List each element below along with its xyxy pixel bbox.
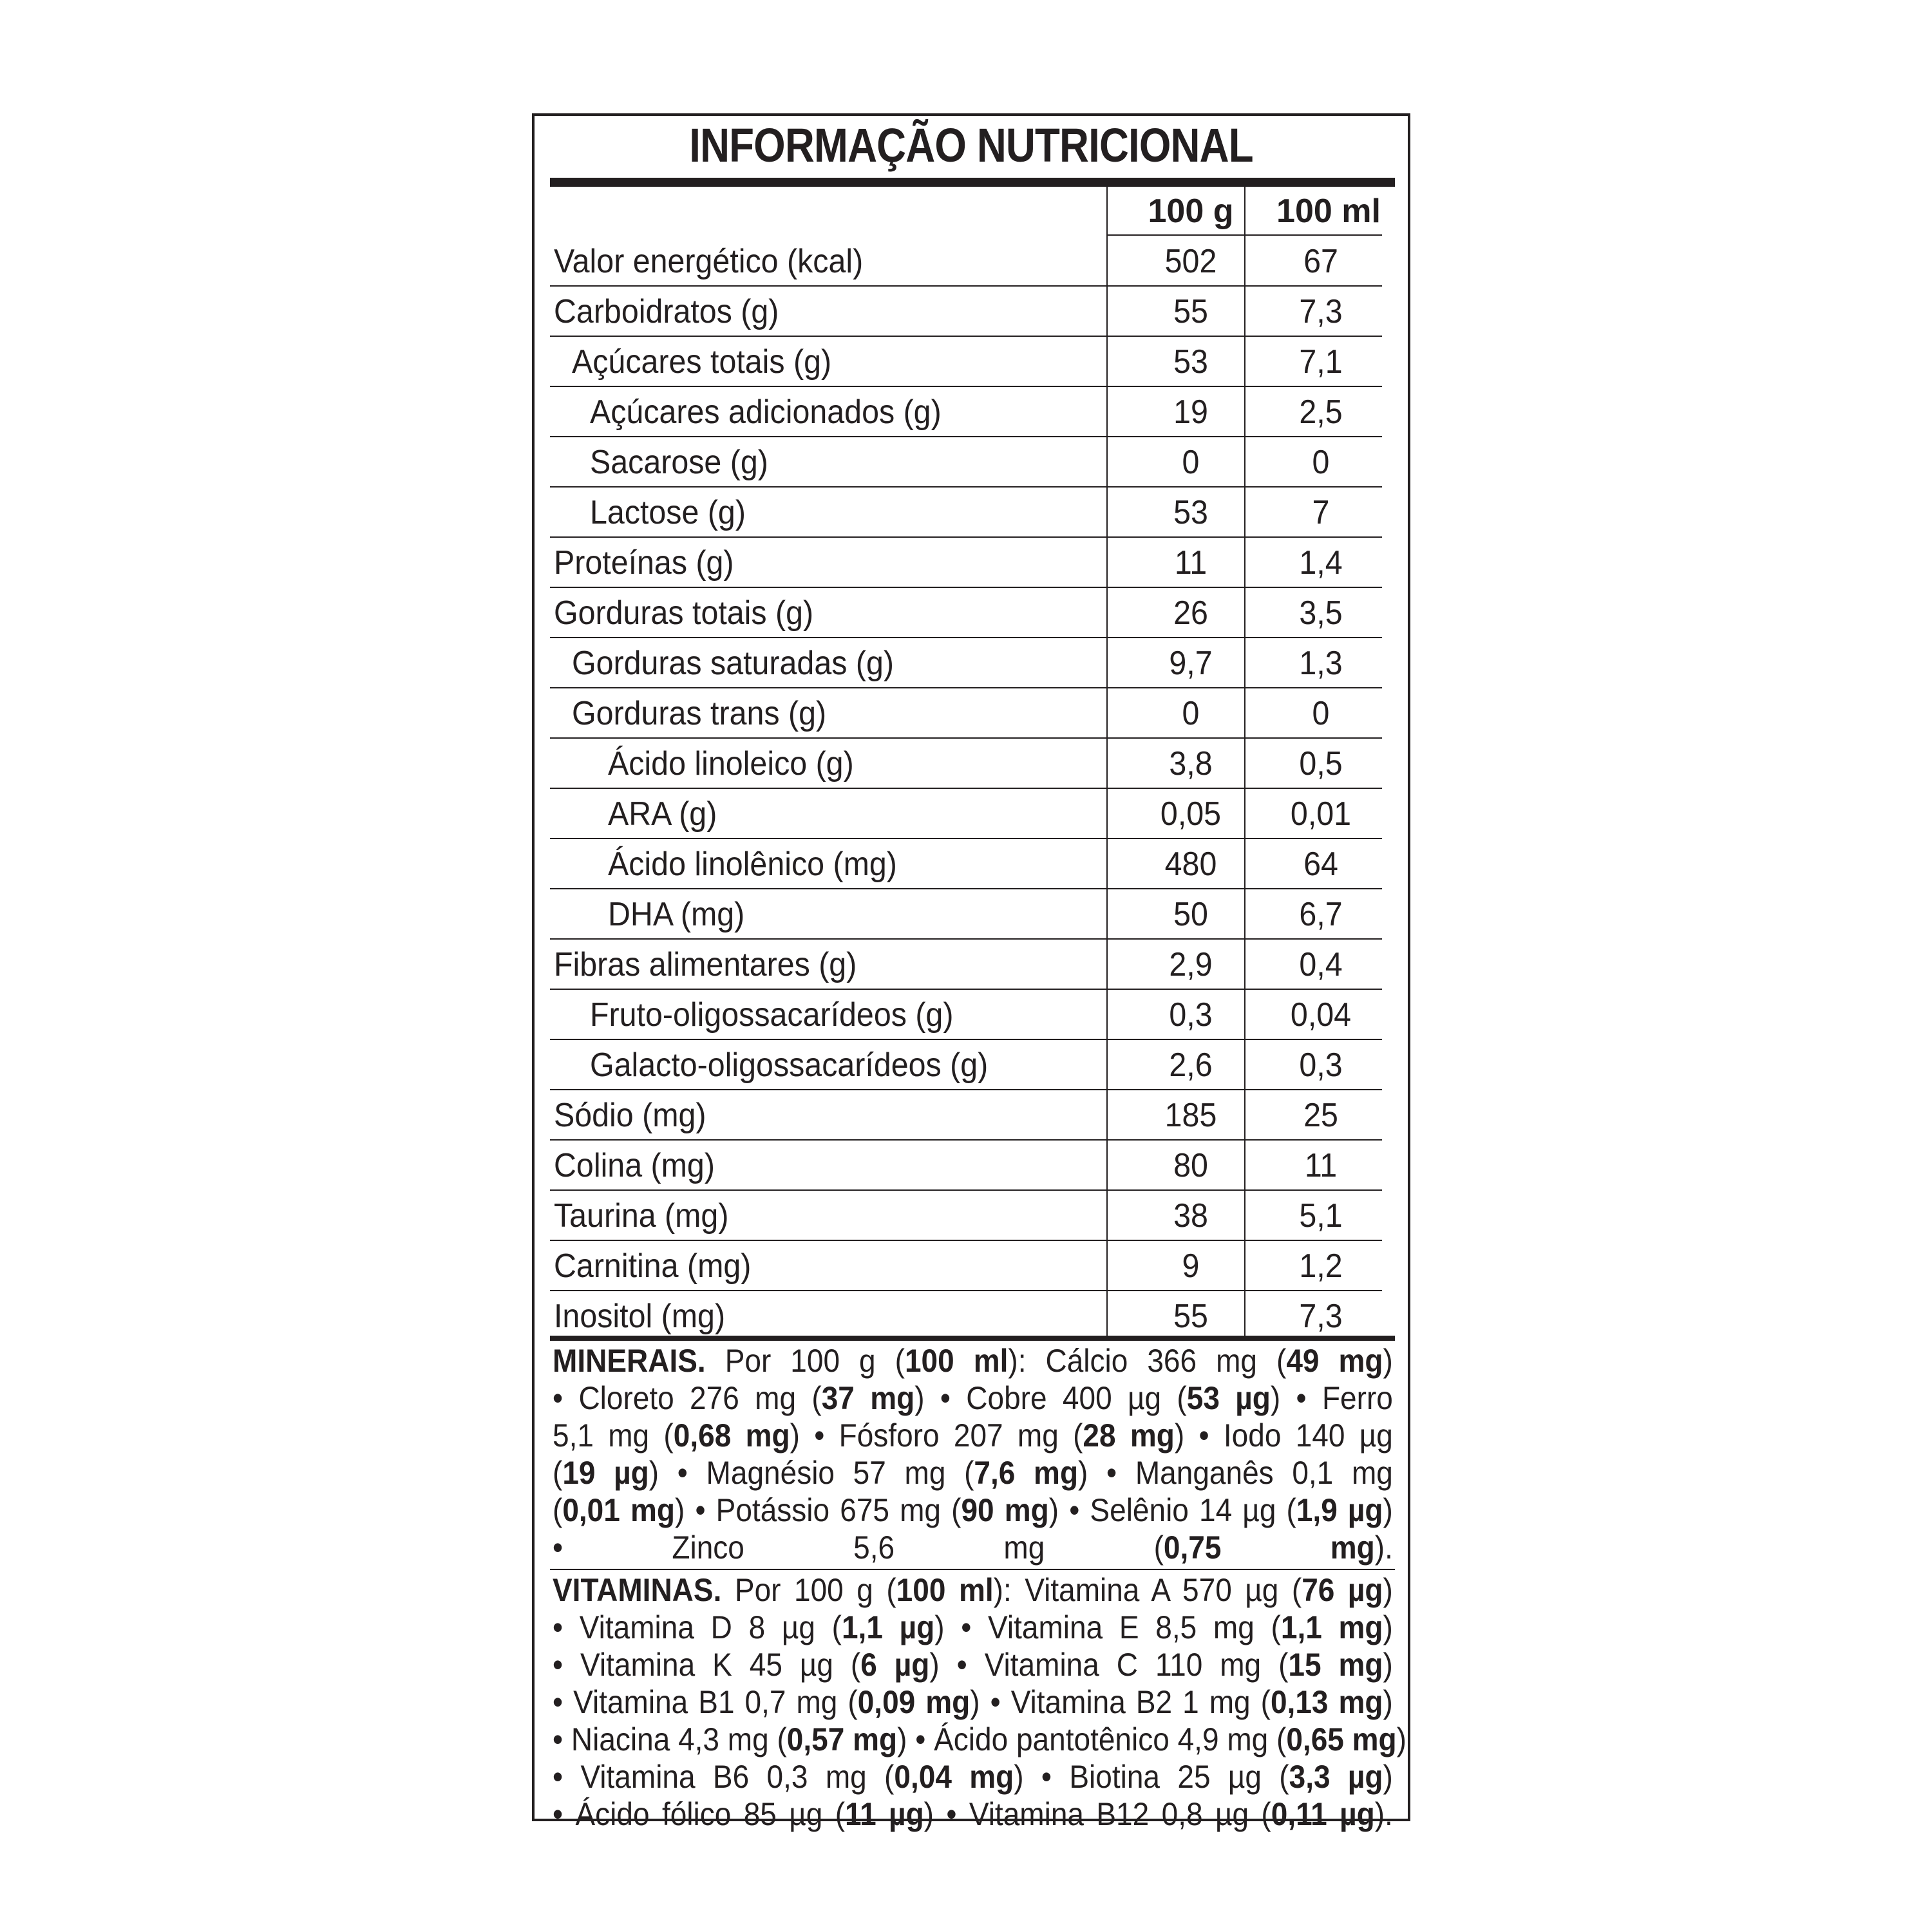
value-100g: 0,05 bbox=[1160, 795, 1222, 833]
table-bottom-rule bbox=[550, 1336, 1395, 1341]
text-segment: • Vitamina B6 0,3 mg ( bbox=[553, 1759, 895, 1795]
bold-value: 0,13 mg bbox=[1270, 1684, 1383, 1720]
text-segment: ) bbox=[1396, 1721, 1406, 1757]
text-segment: ) • Vitamina C 110 mg ( bbox=[929, 1647, 1289, 1683]
vitamins-line bbox=[553, 1721, 1406, 1758]
value-100g: 55 bbox=[1173, 1298, 1208, 1335]
nutrient-name: DHA (mg) bbox=[608, 896, 745, 933]
value-100ml: 6,7 bbox=[1299, 896, 1343, 933]
title-rule bbox=[550, 178, 1395, 187]
value-100ml: 64 bbox=[1303, 846, 1338, 883]
text-segment: ) • Manganês 0,1 mg bbox=[1078, 1455, 1393, 1491]
bold-value: 37 mg bbox=[821, 1380, 915, 1416]
table-row bbox=[550, 587, 1382, 638]
bold-value: 0,04 mg bbox=[894, 1759, 1014, 1795]
nutrient-name: Fibras alimentares (g) bbox=[554, 946, 857, 983]
table-row bbox=[550, 838, 1382, 889]
value-100ml: 0 bbox=[1312, 695, 1330, 732]
bold-value: 0,68 mg bbox=[673, 1417, 790, 1454]
value-100g: 480 bbox=[1164, 846, 1217, 883]
text-segment: ) • Selênio 14 µg ( bbox=[1048, 1492, 1296, 1528]
value-100g: 3,8 bbox=[1169, 745, 1213, 782]
bold-value: 90 mg bbox=[961, 1492, 1049, 1528]
bold-value: VITAMINAS. bbox=[553, 1572, 722, 1608]
table-row bbox=[550, 939, 1382, 989]
table-row bbox=[550, 236, 1382, 286]
vitamins-line bbox=[553, 1795, 1393, 1833]
text-segment: • Vitamina D 8 µg ( bbox=[553, 1609, 842, 1645]
value-100ml: 0,3 bbox=[1299, 1046, 1343, 1084]
vitamins-line bbox=[553, 1758, 1393, 1795]
nutrient-name: Gorduras totais (g) bbox=[554, 594, 814, 632]
text-segment: ): Cálcio 366 mg ( bbox=[1008, 1343, 1287, 1379]
text-segment: ( bbox=[553, 1492, 563, 1528]
minerals-line bbox=[553, 1529, 1393, 1566]
table-row bbox=[550, 386, 1382, 437]
table-row bbox=[550, 336, 1382, 386]
nutrient-name: Gorduras trans (g) bbox=[572, 695, 827, 732]
text-segment: ) • Vitamina B2 1 mg ( bbox=[970, 1684, 1271, 1720]
table-row bbox=[550, 788, 1382, 838]
nutrient-name: Inositol (mg) bbox=[554, 1298, 726, 1335]
value-100g: 38 bbox=[1173, 1197, 1208, 1235]
value-100ml: 7,3 bbox=[1299, 293, 1343, 330]
table-row bbox=[550, 286, 1382, 336]
nutrient-name: Gorduras saturadas (g) bbox=[572, 645, 894, 682]
text-segment: ) • Ferro bbox=[1270, 1380, 1393, 1416]
minerals-line bbox=[553, 1492, 1393, 1529]
value-100g: 53 bbox=[1173, 343, 1208, 381]
vitamins-paragraph bbox=[553, 1571, 1406, 1833]
vitamins-line bbox=[553, 1646, 1393, 1683]
bold-value: 7,6 mg bbox=[974, 1455, 1079, 1491]
nutrient-name: Açúcares adicionados (g) bbox=[590, 393, 942, 431]
nutrient-name: Ácido linolênico (mg) bbox=[608, 846, 897, 883]
value-100ml: 2,5 bbox=[1299, 393, 1343, 431]
value-100g: 502 bbox=[1164, 243, 1217, 280]
text-segment: ) bbox=[1383, 1572, 1393, 1608]
value-100ml: 3,5 bbox=[1299, 594, 1343, 632]
column-divider bbox=[1106, 187, 1108, 1336]
text-segment: ) bbox=[1383, 1343, 1393, 1379]
nutrient-name: Carboidratos (g) bbox=[554, 293, 779, 330]
value-100ml: 0 bbox=[1312, 444, 1330, 481]
value-100ml: 1,4 bbox=[1299, 544, 1343, 582]
nutrition-label bbox=[532, 113, 1410, 1832]
bold-value: 100 ml bbox=[896, 1572, 994, 1608]
nutrient-name: Proteínas (g) bbox=[554, 544, 734, 582]
vitamins-line bbox=[553, 1571, 1393, 1609]
text-segment: 5,1 mg ( bbox=[553, 1417, 674, 1454]
value-100ml: 11 bbox=[1304, 1147, 1338, 1184]
table-row bbox=[550, 1240, 1382, 1291]
bold-value: 1,1 mg bbox=[1280, 1609, 1383, 1645]
nutrient-name: Sódio (mg) bbox=[554, 1097, 706, 1134]
value-100ml: 7,1 bbox=[1299, 343, 1343, 381]
bold-value: 19 µg bbox=[562, 1455, 649, 1491]
table-row bbox=[550, 638, 1382, 688]
label-title: INFORMAÇÃO NUTRICIONAL bbox=[689, 118, 1253, 172]
nutrient-name: Sacarose (g) bbox=[590, 444, 768, 481]
nutrient-name: Ácido linoleico (g) bbox=[608, 745, 854, 782]
text-segment: ) • Potássio 675 mg ( bbox=[674, 1492, 961, 1528]
text-segment: • Vitamina B1 0,7 mg ( bbox=[553, 1684, 858, 1720]
vitamins-line bbox=[553, 1609, 1393, 1646]
value-100g: 9 bbox=[1182, 1247, 1200, 1285]
value-100ml: 0,04 bbox=[1290, 996, 1352, 1034]
table-row bbox=[550, 437, 1382, 487]
text-segment: ) • Ácido pantotênico 4,9 mg ( bbox=[897, 1721, 1287, 1757]
text-segment: ) • Biotina 25 µg ( bbox=[1014, 1759, 1289, 1795]
value-100g: 11 bbox=[1174, 544, 1208, 582]
text-segment: ) bbox=[1383, 1609, 1393, 1645]
table-row bbox=[550, 1291, 1382, 1341]
table-row bbox=[550, 989, 1382, 1039]
section-divider bbox=[550, 1569, 1395, 1570]
value-100g: 80 bbox=[1173, 1147, 1208, 1184]
nutrient-name: Valor energético (kcal) bbox=[554, 243, 864, 280]
value-100g: 0 bbox=[1182, 444, 1200, 481]
value-100ml: 25 bbox=[1303, 1097, 1338, 1134]
value-100ml: 5,1 bbox=[1299, 1197, 1343, 1235]
column-header-100ml: 100 ml bbox=[1276, 193, 1381, 230]
text-segment: ) bbox=[1383, 1647, 1393, 1683]
nutrient-name: Colina (mg) bbox=[554, 1147, 715, 1184]
column-header-100g: 100 g bbox=[1148, 193, 1234, 230]
table-row bbox=[550, 889, 1382, 939]
minerals-line bbox=[553, 1379, 1393, 1417]
text-segment: ). bbox=[1374, 1796, 1393, 1832]
text-segment: ): Vitamina A 570 µg ( bbox=[993, 1572, 1302, 1608]
bold-value: 15 mg bbox=[1288, 1647, 1383, 1683]
text-segment: ) • Cobre 400 µg ( bbox=[914, 1380, 1187, 1416]
nutrient-name: Carnitina (mg) bbox=[554, 1247, 752, 1285]
table-header bbox=[550, 187, 1395, 236]
text-segment: ) bbox=[1383, 1492, 1393, 1528]
text-segment: ) • Magnésio 57 mg ( bbox=[649, 1455, 974, 1491]
vitamins-line bbox=[553, 1683, 1393, 1721]
value-100ml: 7 bbox=[1312, 494, 1330, 531]
bold-value: 0,01 mg bbox=[562, 1492, 675, 1528]
bold-value: 0,65 mg bbox=[1286, 1721, 1397, 1757]
value-100g: 2,6 bbox=[1169, 1046, 1213, 1084]
table-row bbox=[550, 1190, 1382, 1240]
minerals-line bbox=[553, 1454, 1393, 1492]
text-segment: • Niacina 4,3 mg ( bbox=[553, 1721, 787, 1757]
value-100g: 55 bbox=[1173, 293, 1208, 330]
value-100g: 26 bbox=[1173, 594, 1208, 632]
bold-value: 53 µg bbox=[1186, 1380, 1271, 1416]
text-segment: ) bbox=[1383, 1759, 1393, 1795]
nutrient-name: ARA (g) bbox=[608, 795, 717, 833]
bold-value: 28 mg bbox=[1083, 1417, 1175, 1454]
table-row bbox=[550, 487, 1382, 537]
table-row bbox=[550, 537, 1382, 587]
value-100g: 2,9 bbox=[1169, 946, 1213, 983]
minerals-line bbox=[553, 1342, 1393, 1379]
table-row bbox=[550, 1140, 1382, 1190]
text-segment: ) bbox=[1383, 1684, 1393, 1720]
bold-value: 11 µg bbox=[845, 1796, 924, 1832]
value-100ml: 1,2 bbox=[1299, 1247, 1343, 1285]
column-divider bbox=[1244, 187, 1245, 1336]
bold-value: 0,57 mg bbox=[786, 1721, 898, 1757]
value-100g: 9,7 bbox=[1169, 645, 1213, 682]
text-segment: • Vitamina K 45 µg ( bbox=[553, 1647, 861, 1683]
text-segment: • Zinco 5,6 mg ( bbox=[553, 1530, 1164, 1566]
minerals-line bbox=[553, 1417, 1393, 1454]
value-100g: 50 bbox=[1173, 896, 1208, 933]
nutrient-name: Taurina (mg) bbox=[554, 1197, 729, 1235]
bold-value: MINERAIS. bbox=[553, 1343, 706, 1379]
text-segment: ) • Fósforo 207 mg ( bbox=[790, 1417, 1083, 1454]
text-segment: ). bbox=[1374, 1530, 1393, 1566]
text-segment: • Ácido fólico 85 µg ( bbox=[553, 1796, 846, 1832]
value-100g: 185 bbox=[1164, 1097, 1217, 1134]
nutrient-name: Galacto-oligossacarídeos (g) bbox=[590, 1046, 989, 1084]
text-segment: ) • Vitamina B12 0,8 µg ( bbox=[923, 1796, 1271, 1832]
value-100ml: 1,3 bbox=[1299, 645, 1343, 682]
bold-value: 0,75 mg bbox=[1163, 1530, 1375, 1566]
bold-value: 76 µg bbox=[1302, 1572, 1383, 1608]
value-100ml: 7,3 bbox=[1299, 1298, 1343, 1335]
nutrient-name: Açúcares totais (g) bbox=[572, 343, 832, 381]
table-row bbox=[550, 1039, 1382, 1090]
bold-value: 100 ml bbox=[904, 1343, 1009, 1379]
bold-value: 6 µg bbox=[860, 1647, 930, 1683]
text-segment: • Cloreto 276 mg ( bbox=[553, 1380, 822, 1416]
bold-value: 1,1 µg bbox=[841, 1609, 935, 1645]
value-100ml: 0,5 bbox=[1299, 745, 1343, 782]
bold-value: 3,3 µg bbox=[1289, 1759, 1383, 1795]
value-100g: 0,3 bbox=[1169, 996, 1213, 1034]
bold-value: 0,09 mg bbox=[857, 1684, 971, 1720]
bold-value: 0,11 µg bbox=[1271, 1796, 1375, 1832]
text-segment: Por 100 g ( bbox=[721, 1572, 896, 1608]
text-segment: Por 100 g ( bbox=[705, 1343, 905, 1379]
nutrient-name: Fruto-oligossacarídeos (g) bbox=[590, 996, 954, 1034]
bold-value: 49 mg bbox=[1286, 1343, 1383, 1379]
text-segment: ( bbox=[553, 1455, 563, 1491]
value-100ml: 0,01 bbox=[1290, 795, 1352, 833]
minerals-paragraph bbox=[553, 1342, 1394, 1566]
text-segment: ) • Iodo 140 µg bbox=[1174, 1417, 1393, 1454]
table-row bbox=[550, 688, 1382, 738]
table-row bbox=[550, 1090, 1382, 1140]
value-100ml: 0,4 bbox=[1299, 946, 1343, 983]
bold-value: 1,9 µg bbox=[1296, 1492, 1383, 1528]
nutrient-name: Lactose (g) bbox=[590, 494, 746, 531]
table-row bbox=[550, 738, 1382, 788]
value-100ml: 67 bbox=[1303, 243, 1338, 280]
value-100g: 19 bbox=[1173, 393, 1208, 431]
value-100g: 0 bbox=[1182, 695, 1200, 732]
value-100g: 53 bbox=[1173, 494, 1208, 531]
text-segment: ) • Vitamina E 8,5 mg ( bbox=[934, 1609, 1281, 1645]
